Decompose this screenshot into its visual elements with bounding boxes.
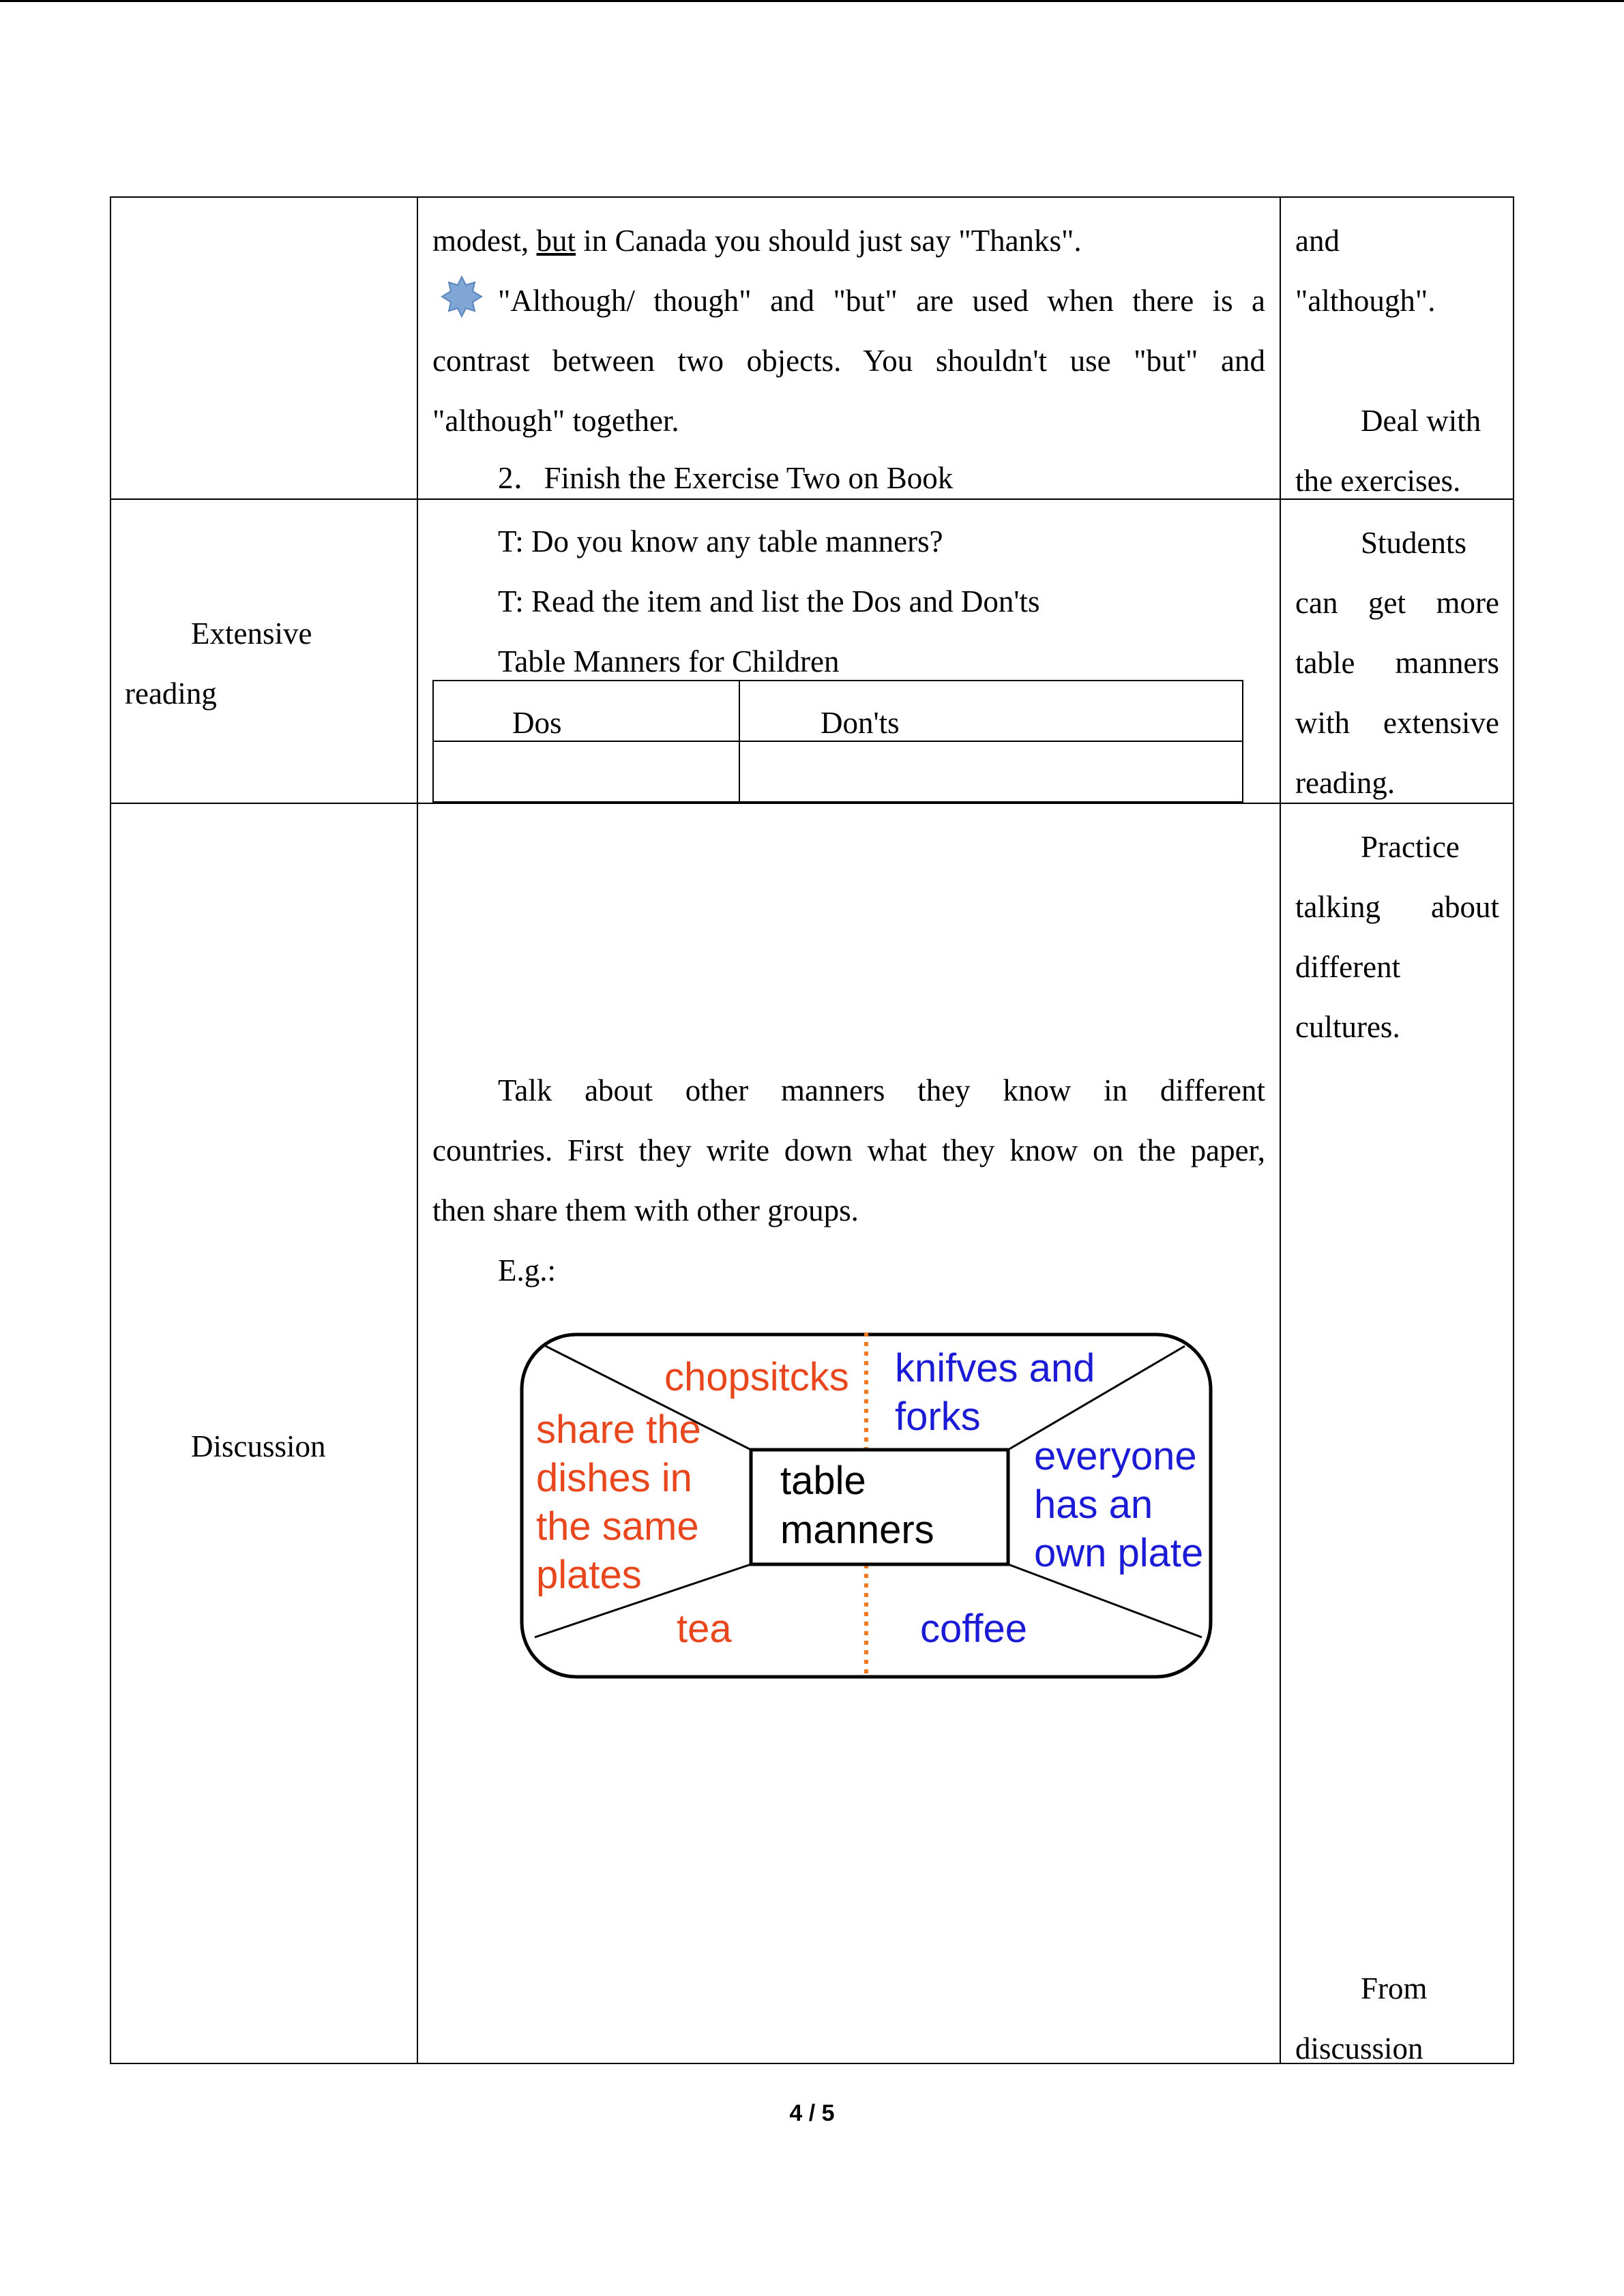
row3-line-2: countries. First they write down what they know on the paper, (432, 1133, 1265, 1167)
row3-purpose-2: talking about (1295, 890, 1499, 924)
center-label-1: table (780, 1459, 866, 1503)
row3-purpose-3: different (1295, 950, 1401, 984)
column-divider-1 (417, 196, 418, 2064)
label-share-1: share the (536, 1407, 701, 1452)
row1-purpose-1: and (1295, 224, 1340, 258)
row1-line-5: 2．Finish the Exercise Two on Book (498, 461, 954, 495)
row2-line-2: T: Read the item and list the Dos and Don'ts (498, 584, 1040, 618)
row3-step-label: Discussion (191, 1429, 326, 1463)
star-bullet-icon (441, 275, 483, 318)
row1-purpose-2: "although". (1295, 284, 1436, 318)
column-divider-2 (1280, 196, 1281, 2064)
label-tea: tea (677, 1607, 732, 1651)
row3-purpose-1: Practice (1361, 830, 1460, 864)
center-label-2: manners (780, 1508, 934, 1552)
row2-purpose-2: can get more (1295, 586, 1499, 620)
label-coffee: coffee (920, 1607, 1027, 1651)
row2-purpose-1: Students (1361, 526, 1467, 560)
row1-line-1: modest, but in Canada you should just say "Thanks". (432, 224, 1082, 258)
row3-line-3: then share them with other groups. (432, 1193, 859, 1227)
row2-step-label-1: Extensive (191, 616, 312, 651)
label-own-plate-2: has an (1034, 1482, 1153, 1527)
label-own-plate-1: everyone (1034, 1434, 1197, 1478)
table-manners-diagram (520, 1332, 1213, 1679)
label-chopsticks: chopsitcks (664, 1355, 849, 1399)
label-knives-1: knifves and (895, 1346, 1095, 1390)
dos-table-col-divider (739, 680, 740, 803)
row2-purpose-3: table manners (1295, 646, 1499, 680)
page-number: 4 / 5 (789, 2100, 835, 2126)
label-knives-2: forks (895, 1395, 981, 1439)
row1-purpose-4: the exercises. (1295, 464, 1461, 498)
row2-line-3: Table Manners for Children (498, 644, 840, 679)
row1-purpose-3: Deal with (1361, 404, 1481, 438)
row3-purpose-4: cultures. (1295, 1010, 1400, 1044)
row1-line-4: "although" together. (432, 404, 679, 438)
row1-line-2: "Although/ though" and "but" are used when there is a (498, 284, 1265, 318)
label-share-3: the same (536, 1504, 699, 1549)
row3-line-4: E.g.: (498, 1253, 556, 1287)
label-share-4: plates (536, 1553, 642, 1597)
row3-line-1: Talk about other manners they know in different (498, 1073, 1265, 1107)
row2-line-1: T: Do you know any table manners? (498, 524, 943, 558)
label-own-plate-3: own plate (1034, 1531, 1204, 1575)
row2-step-label-2: reading (125, 676, 217, 711)
dos-header: Dos (512, 706, 562, 740)
page-top-rule (0, 0, 1624, 2)
row1-line-3: contrast between two objects. You shouldn't use "but" and (432, 344, 1265, 378)
row3-purpose-6: discussion (1295, 2031, 1423, 2066)
row3-purpose-5: From (1361, 1971, 1428, 2006)
donts-header: Don'ts (821, 706, 900, 740)
row2-purpose-4: with extensive (1295, 706, 1499, 740)
label-share-2: dishes in (536, 1456, 692, 1500)
row2-purpose-5: reading. (1295, 766, 1396, 800)
